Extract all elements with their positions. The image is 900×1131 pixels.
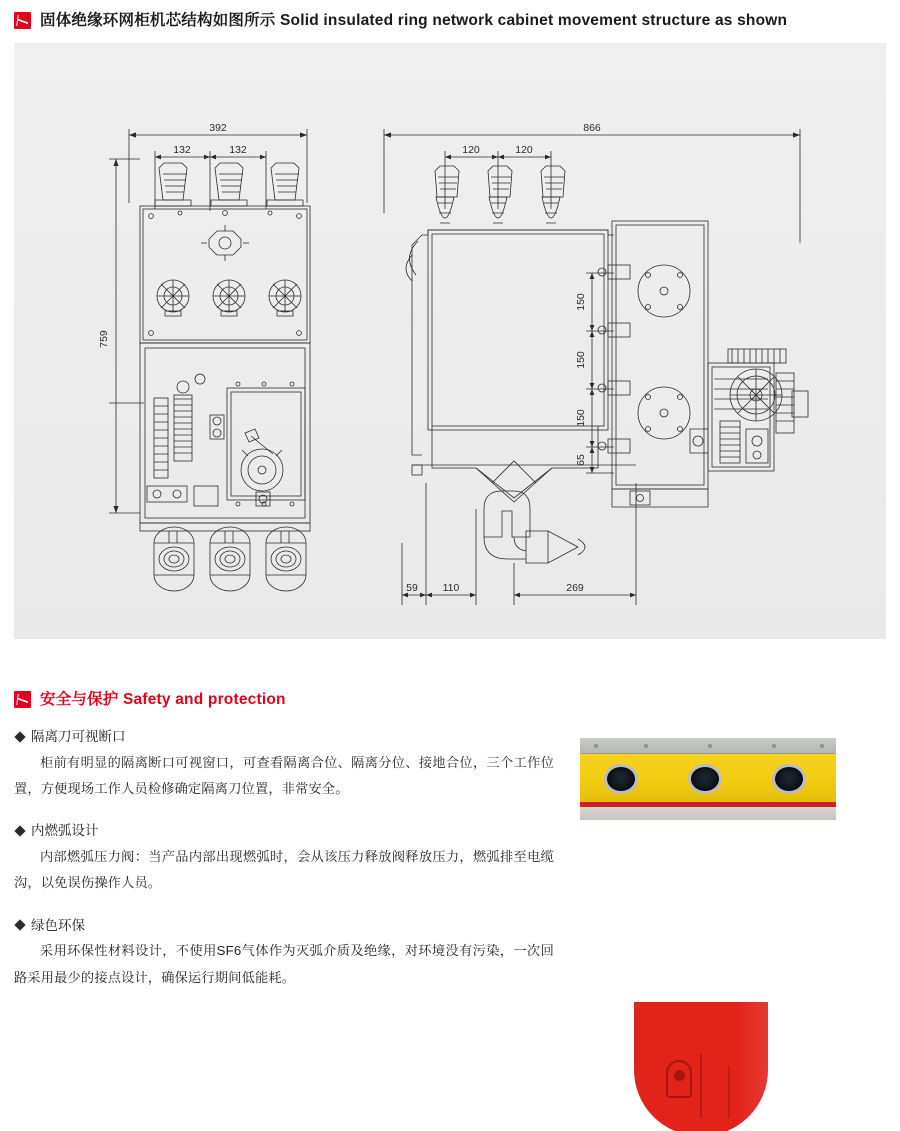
section-header-safety	[0, 691, 900, 708]
feature-body-3: 采用环保性材料设计，不使用SF6气体作为灭弧介质及绝缘，对环境没有污染，一次回路采用最少的接点设计，确保运行期间低能耗。	[14, 943, 554, 985]
section-title-structure: 固体绝缘环网柜机芯结构如图所示 Solid insulated ring network cabinet movement structure as shown	[40, 11, 788, 29]
valve-highlight	[734, 1002, 768, 1131]
viewing-port-middle	[688, 764, 722, 794]
feature-image-column	[574, 730, 886, 1004]
safety-content	[0, 708, 900, 1004]
valve-edge-line-2	[728, 1066, 730, 1118]
feature-body-2: 内部燃弧压力阀：当产品内部出现燃弧时，会从该压力释放阀释放压力，燃弧排至电缆沟，以免误伤操作人员。	[14, 848, 554, 891]
svg-text:392: 392	[209, 122, 227, 134]
diamond-bullet-icon	[14, 825, 25, 836]
valve-edge-line	[700, 1054, 702, 1118]
section-title-safety: 安全与保护 Safety and protection	[40, 690, 286, 708]
svg-text:150: 150	[575, 409, 587, 427]
viewing-port-left	[604, 764, 638, 794]
feature-title-1: 隔离刀可视断口	[31, 729, 126, 744]
diamond-bullet-icon	[14, 920, 25, 931]
technical-drawing-panel	[14, 43, 886, 639]
photo1-base-edge	[580, 807, 836, 820]
svg-text:120: 120	[515, 144, 533, 156]
technical-drawing-svg	[14, 43, 886, 639]
feature-heading-3	[14, 919, 574, 933]
svg-text:759: 759	[98, 330, 110, 348]
feature-title-3: 绿色环保	[31, 917, 85, 933]
valve-port	[674, 1070, 685, 1081]
diamond-bullet-icon	[14, 731, 25, 742]
photo1-top-edge	[580, 738, 836, 754]
red-flag-icon	[14, 691, 31, 708]
feature-heading-1	[14, 730, 574, 744]
feature-text-column	[14, 730, 574, 1004]
photo1-bolt	[820, 744, 824, 748]
svg-text:120: 120	[462, 144, 480, 156]
svg-text:866: 866	[583, 122, 601, 134]
svg-text:65: 65	[575, 454, 587, 466]
photo1-bolt	[594, 744, 598, 748]
svg-text:59: 59	[406, 582, 418, 594]
viewing-port-right	[772, 764, 806, 794]
photo1-bolt	[772, 744, 776, 748]
photo1-bolt	[708, 744, 712, 748]
svg-text:110: 110	[442, 582, 460, 594]
photo1-bolt	[644, 744, 648, 748]
section-header-structure	[0, 0, 900, 29]
svg-text:132: 132	[229, 144, 247, 156]
isolation-window-photo	[580, 738, 836, 820]
red-flag-icon	[14, 12, 31, 29]
svg-text:150: 150	[575, 293, 587, 311]
svg-text:132: 132	[173, 144, 191, 156]
feature-title-2: 内燃弧设计	[31, 823, 99, 839]
svg-text:269: 269	[566, 582, 584, 594]
arc-pressure-valve-photo	[634, 1002, 768, 1131]
feature-body-1: 柜前有明显的隔离断口可视窗口，可查看隔离合位、隔离分位、接地合位，三个工作位置，方便现场工作人员检修确定隔离刀位置，非常安全。	[14, 754, 554, 796]
feature-heading-2	[14, 824, 574, 838]
svg-text:150: 150	[575, 351, 587, 369]
